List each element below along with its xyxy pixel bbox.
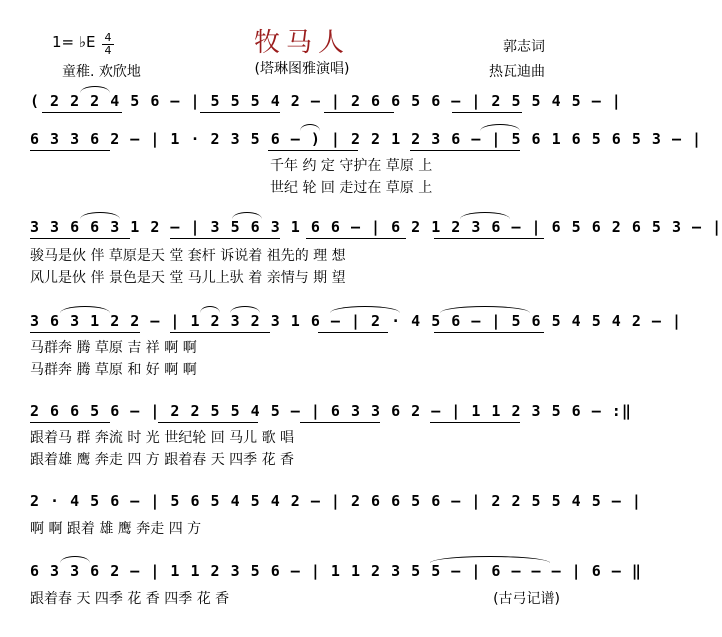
performer-subtitle: (塔琳图雅演唱) [254,61,350,77]
lyricist-credit: 郭志词 [503,39,545,55]
beam-underline [434,238,544,239]
lyric-line-3a: 骏马是伙 伴 草原是天 堂 套杆 诉说着 祖先的 理 想 [30,248,346,264]
beam-underline [170,332,270,333]
beam-underline [200,112,280,113]
lyric-line-3b: 风儿是伙 伴 景色是天 堂 马儿上驮 着 亲情与 期 望 [30,270,346,286]
tie-slur [80,212,120,219]
tie-slur [80,86,110,93]
score-line-3: 3 3 6 6 3 1 2 – | 3 5 6 3 1 6 6 – | 6 2 1 2 3 6 – | 6 5 6 2 6 5 3 – | [30,218,722,236]
score-line-2: 6 3 3 6 2 – | 1 · 2 3 5 6 – ) | 2 2 1 2 3 6 – | 5 6 1 6 5 6 5 3 – | [30,130,703,148]
tie-slur [300,124,320,131]
beam-underline [452,112,522,113]
score-line-7: 6 3 3 6 2 – | 1 1 2 3 5 6 – | 1 1 2 3 5 5 – | 6 – – – | 6 – ‖ [30,562,642,580]
time-signature-top: 4 [104,31,112,44]
lyric-line-2a: 千年 约 定 守护在 草原 上 [270,158,433,174]
composer-credit: 热瓦迪曲 [489,64,545,80]
tie-slur [440,306,530,313]
lyric-line-4b: 马群奔 腾 草原 和 好 啊 啊 [30,362,197,378]
song-title: 牧马人 [253,28,350,58]
tie-slur [330,306,400,313]
beam-underline [268,150,358,151]
beam-underline [324,112,394,113]
score-line-6: 2 · 4 5 6 – | 5 6 5 4 5 4 2 – | 2 6 6 5 6 – | 2 2 5 5 4 5 – | [30,492,642,510]
beam-underline [30,238,130,239]
lyric-line-4a: 马群奔 腾 草原 吉 祥 啊 啊 [30,340,197,356]
tie-slur [430,556,550,563]
tie-slur [60,556,90,563]
score-line-5: 2 6 6 5 6 – | 2 2 5 5 4 5 – | 6 3 3 6 2 – | 1 1 2 3 5 6 – :‖ [30,402,632,420]
lyric-line-7a: 跟着春 天 四季 花 香 四季 花 香 [30,591,230,607]
beam-underline [434,332,544,333]
lyric-line-2b: 世纪 轮 回 走过在 草原 上 [270,180,433,196]
tie-slur [460,212,510,219]
tie-slur [230,306,260,313]
lyric-line-5b: 跟着雄 鹰 奔走 四 方 跟着春 天 四季 花 香 [30,452,295,468]
beam-underline [306,238,406,239]
tie-slur [60,306,110,313]
lyric-line-5a: 跟着马 群 奔流 时 光 世纪轮 回 马儿 歌 唱 [30,430,295,446]
key-signature: 1= ♭E [52,33,96,51]
transcriber-credit: (古弓记谱) [493,591,560,607]
beam-underline [430,422,520,423]
beam-underline [30,332,140,333]
tie-slur [200,306,220,313]
beam-underline [318,332,388,333]
beam-underline [42,112,122,113]
beam-underline [170,238,280,239]
beam-underline [300,422,380,423]
score-line-4: 3 6 3 1 2 2 – | 1 2 3 2 3 1 6 – | 2 · 4 5 6 – | 5 6 5 4 5 4 2 – | [30,312,682,330]
beam-underline [410,150,520,151]
time-signature-bottom: 4 [104,44,112,57]
time-signature [102,33,114,56]
tie-slur [232,212,262,219]
tempo-mood: 童稚. 欢欣地 [62,64,141,80]
beam-underline [30,422,110,423]
beam-underline [158,422,258,423]
score-line-1: ( 2 2 2 4 5 6 – | 5 5 5 4 2 – | 2 6 6 5 6 – | 2 5 5 4 5 – | [30,92,622,110]
lyric-line-6a: 啊 啊 跟着 雄 鹰 奔走 四 方 [30,521,202,537]
tie-slur [480,124,520,131]
beam-underline [30,150,110,151]
